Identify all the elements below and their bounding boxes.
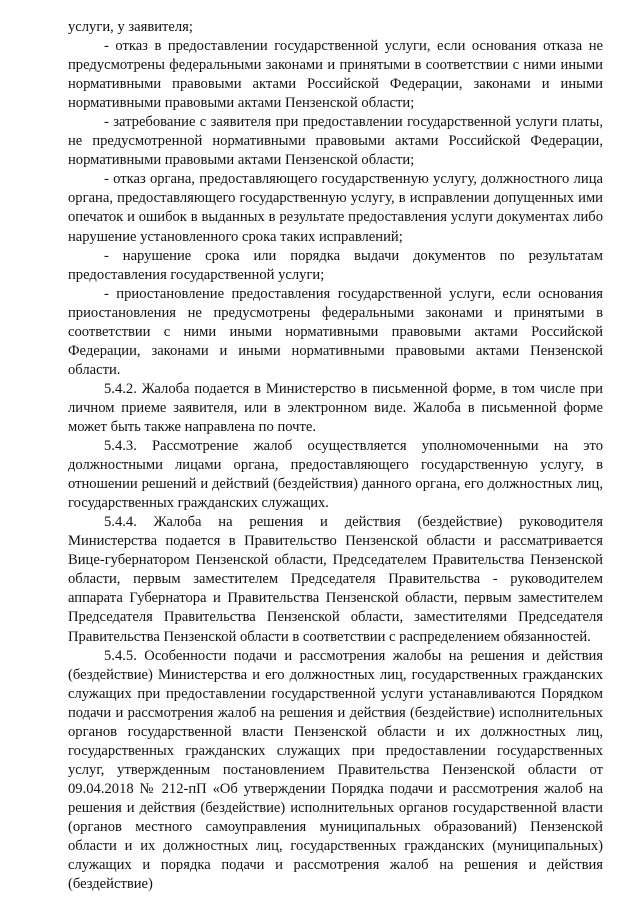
paragraph-suspension: - приостановление предоставления государственной услуги, если основания приостановления не предусмотрены федеральными законами и принятыми в соответствии с ними иными нормативными правовыми актами Российской Федерации, законами и иными нормативными правовыми актами Пензенской области.: [68, 285, 603, 378]
paragraph-fee-demand: - затребование с заявителя при предоставлении государственной услуги платы, не предусмотренной нормативными правовыми актами Российской Федерации, нормативными правовыми актами Пензенской области;: [68, 114, 603, 169]
paragraph-5-4-5: 5.4.5. Особенности подачи и рассмотрения жалобы на решения и действия (бездействие) Министерства и его должностных лиц, государственных гражданских служащих при предоставлении государственной услуги устанавливаются Порядком подачи и рассмотрения жалоб на решения и действия (бездействие) исполнительных органов государственной власти Пензенской области и их должностных лиц, государственных гражданских служащих при предоставлении государственных услуг, утвержденным постановлением Правительства Пензенской области от 09.04.2018 № 212-пП «Об утверждении Порядка подачи и рассмотрения жалоб на решения и действия (бездействие) исполнительных органов государственной власти (органов местного самоуправления муниципальных образований) Пензенской области и их должностных лиц, государственных гражданских (муниципальных) служащих и порядка подачи и рассмотрения жалоб на решения и действия (бездействие): [68, 647, 603, 893]
document-page: [68, 18, 603, 894]
paragraph-deadline-violation: - нарушение срока или порядка выдачи документов по результатам предоставления государственной услуги;: [68, 247, 603, 283]
paragraph-refusal-grounds: - отказ в предоставлении государственной услуги, если основания отказа не предусмотрены федеральными законами и принятыми в соответствии с ними иными нормативными правовыми актами Российской Федерации, законами и иными нормативными правовыми актами Пензенской области;: [68, 38, 603, 112]
paragraph-5-4-3: 5.4.3. Рассмотрение жалоб осуществляется уполномоченными на это должностными лицами органа, предоставляющего государственную услугу, в отношении решений и действий (бездействия) данного органа, его должностных лиц, государственных гражданских служащих.: [68, 438, 603, 512]
paragraph-correction-refusal: - отказ органа, предоставляющего государственную услугу, должностного лица органа, предоставляющего государственную услугу, в исправлении допущенных ими опечаток и ошибок в выданных в результате предоставления услуги документах либо нарушение установленного срока таких исправлений;: [68, 171, 603, 245]
paragraph-continuation: услуги, у заявителя;: [68, 19, 193, 35]
paragraph-5-4-2: 5.4.2. Жалоба подается в Министерство в письменной форме, в том числе при личном приеме заявителя, или в электронном виде. Жалоба в письменной форме может быть также направлена по почте.: [68, 380, 603, 435]
paragraph-5-4-4: 5.4.4. Жалоба на решения и действия (бездействие) руководителя Министерства подается в Правительство Пензенской области и рассматривается Вице-губернатором Пензенской области, Председателем Правительства Пензенской области, первым заместителем Председателя Правительства - руководителем аппарата Губернатора и Правительства Пензенской области, первым заместителем Председателя Правительства Пензенской области, заместителями Председателя Правительства Пензенской области в соответствии с распределением обязанностей.: [68, 514, 603, 645]
